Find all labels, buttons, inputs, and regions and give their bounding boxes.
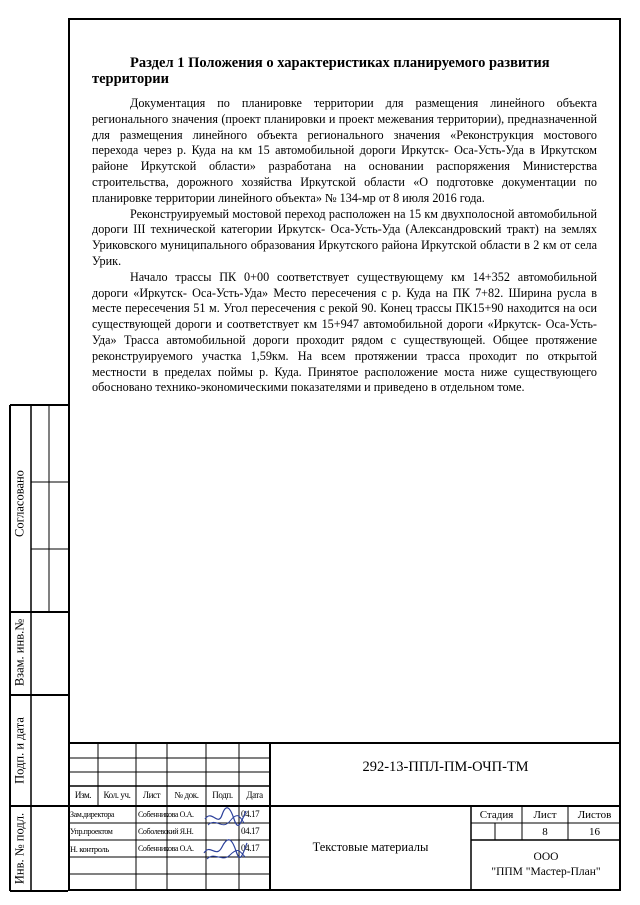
signer-role: Н. контроль [70,844,109,854]
header-signature: Подп. [212,790,233,800]
org-line-2: "ППМ "Мастер-План" [491,866,601,878]
header-doc-number: № док. [174,790,199,800]
org-line-1: ООО [533,851,559,863]
sheets-value: 16 [589,826,600,838]
section-title: Раздел 1 Положения о характеристиках планируемого развития территории [92,55,550,87]
signer-date: 04.17 [241,843,260,853]
inv-original-label: Инв. № подл. [12,812,27,885]
signer-date: 04.17 [241,826,260,836]
signer-date: 04.17 [241,809,260,819]
paragraph-3: Начало трассы ПК 0+00 соответствует существующему км 14+352 автомобильной дороги «Иркутск- Оса-Усть-Уда» Место пересечения с р. Куда на ПК 7+82. Ширина русла в месте пересечения 51 м. Угол пересечения с рекой 90. Конец трассы ПК15+90 находится на оси существующей дороги и соответствует км 15+947 автомобильной дороги «Иркутск- Оса-Усть-Уда» Трасса автомобильной дороги проходит рядом с существующей. Общее протяжение реконструируемого участка 1,59км. На всем протяжении трасса проходит по открытой местности в пределах поймы р. Куда. Принятое расположение моста ниже существующего обосновано технико-экономическими показателями и приведено в отдельном томе. [92,269,597,395]
header-count: Кол. уч. [103,790,131,800]
document-code: 292-13-ППЛ-ПМ-ОЧП-ТМ [362,759,529,775]
inv-replace-label: Взам. инв.№ [12,618,27,687]
sheet-label: Лист [533,809,557,821]
paragraph-2: Реконструируемый мостовой переход расположен на 15 км двухполосной автомобильной дороги III технической категории Иркутск- Оса-Усть-Уда (Александровский тракт) на землях Уриковского муниципального образования Иркутского района Иркутской области в 2 км от села Урик. [92,206,597,268]
signer-name: Соболевский Я.Н. [138,827,194,836]
stage-label: Стадия [479,809,514,821]
document-name: Текстовые материалы [312,840,429,854]
sign-date-label: Подп. и дата [12,717,27,784]
sheets-label: Листов [577,809,612,821]
header-date: Дата [246,790,263,800]
header-sheet: Лист [142,790,161,800]
signer-role: Упр.проектом [70,827,113,836]
agreed-label: Согласовано [12,470,27,537]
signer-name: Собенникова О.А. [138,844,194,853]
header-change: Изм. [74,790,92,800]
paragraph-1: Документация по планировке территории для размещения линейного объекта регионального значения (проект планировки и проект межевания территории), предназначенной для размещения линейного объекта регионального значения «Реконструкция мостового перехода через р. Куда на км 15 автомобильной дороги Иркутск- Оса-Усть-Уда в Иркутском районе Иркутской области» разработана на основании распоряжения Министерства строительства, дорожного хозяйства Иркутской области «О подготовке документации по планировке территории линейного объекта» № 134-мр от 8 июля 2016 года. [92,96,597,205]
signature-scribbles [200,803,250,865]
signer-role: Зам.директора [70,810,115,819]
sheet-value: 8 [542,826,548,838]
signer-name: Собенникова О.А. [138,810,194,819]
